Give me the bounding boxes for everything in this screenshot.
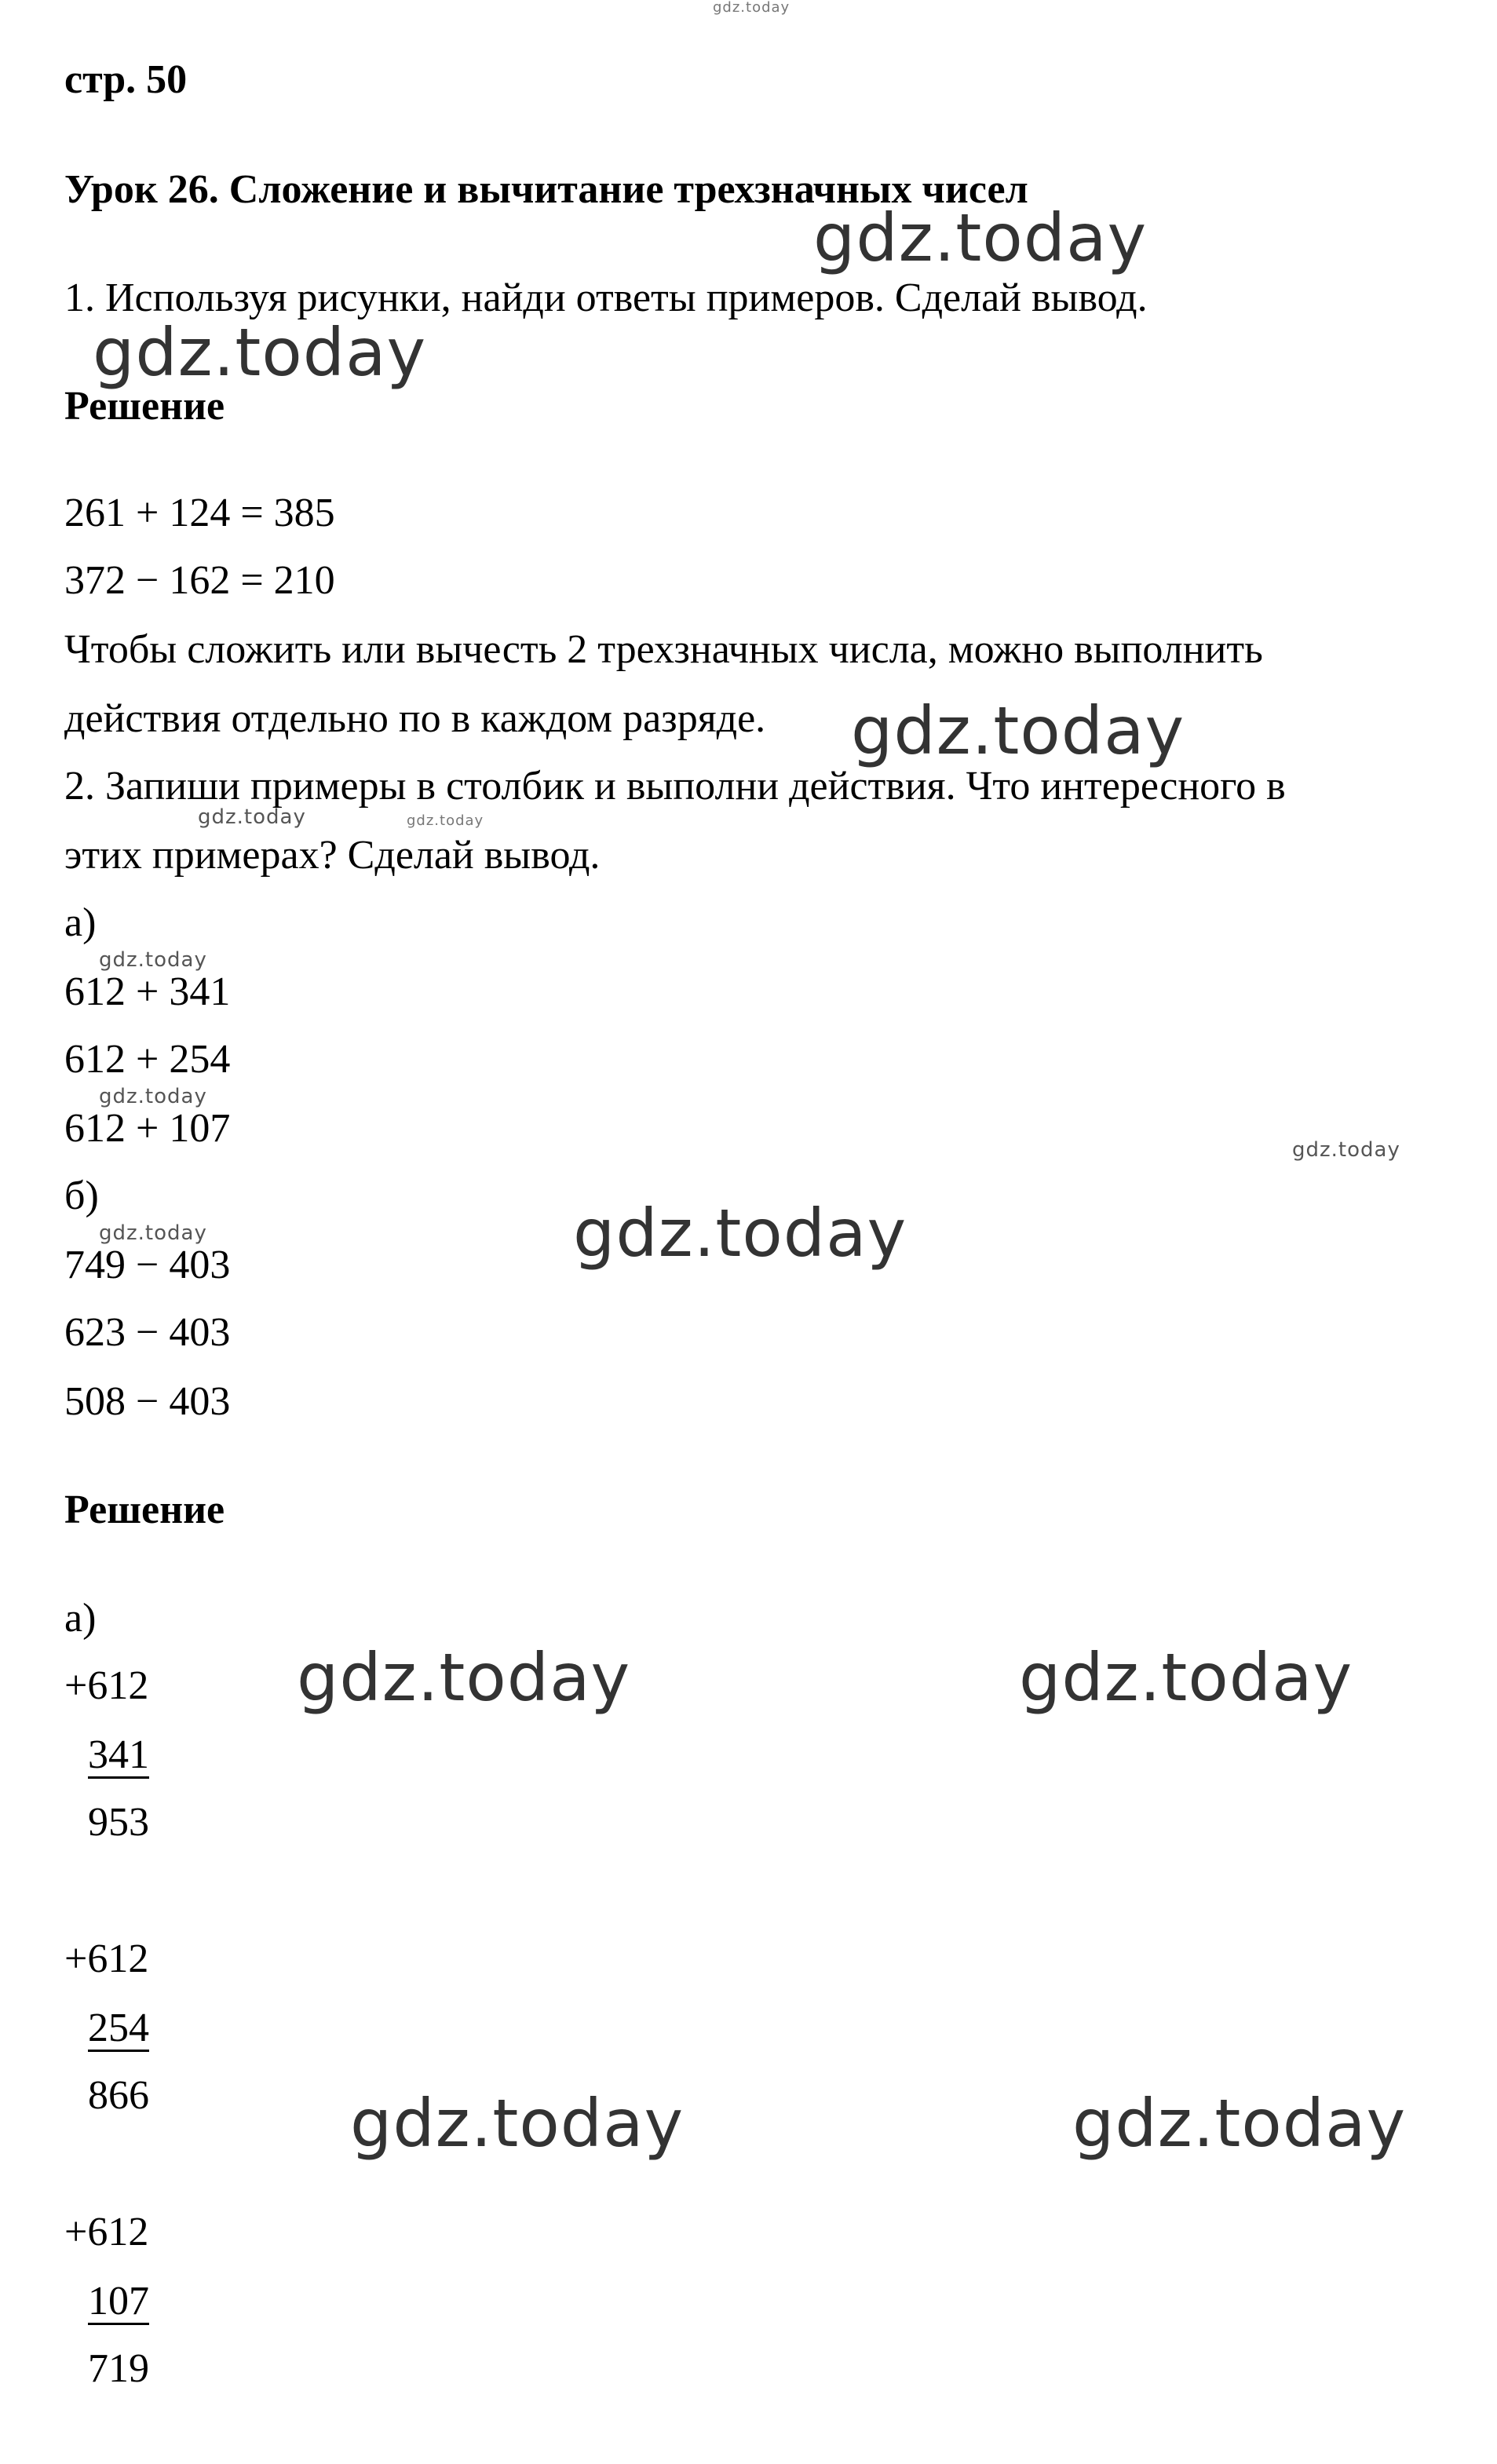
task1-equation-1: 261 + 124 = 385 bbox=[64, 491, 335, 535]
watermark: gdz.today bbox=[99, 1085, 207, 1108]
task1-conclusion-line-1: Чтобы сложить или вычесть 2 трехзначных числа, можно выполнить bbox=[64, 627, 1263, 672]
column3-result: 719 bbox=[88, 2346, 149, 2391]
column1-second-number-text: 341 bbox=[88, 1732, 149, 1777]
column2-result: 866 bbox=[88, 2073, 149, 2118]
watermark: gdz.today bbox=[1019, 1639, 1353, 1716]
watermark: gdz.today bbox=[99, 948, 207, 972]
task2-part-a-label: а) bbox=[64, 900, 97, 945]
task2-example-b3: 508 − 403 bbox=[64, 1379, 231, 1424]
column2-second-number-text: 254 bbox=[88, 2006, 149, 2050]
watermark: gdz.today bbox=[851, 692, 1185, 769]
task1-equation-2: 372 − 162 = 210 bbox=[64, 558, 335, 603]
watermark: gdz.today bbox=[407, 812, 484, 829]
column2-second-number bbox=[88, 2005, 149, 2052]
watermark: gdz.today bbox=[1072, 2085, 1407, 2162]
column1-result: 953 bbox=[88, 1800, 149, 1845]
watermark: gdz.today bbox=[573, 1195, 907, 1272]
task2-example-a3: 612 + 107 bbox=[64, 1106, 231, 1151]
watermark: gdz.today bbox=[198, 805, 306, 829]
task1-conclusion-line-2: действия отдельно по в каждом разряде. bbox=[64, 696, 766, 741]
task2-example-a2: 612 + 254 bbox=[64, 1037, 231, 1082]
watermark: gdz.today bbox=[350, 2085, 685, 2162]
task2-example-b2: 623 − 403 bbox=[64, 1310, 231, 1355]
column1-second-number bbox=[88, 1732, 149, 1779]
task2-example-b1: 749 − 403 bbox=[64, 1243, 231, 1287]
watermark: gdz.today bbox=[713, 0, 790, 16]
task1-solution-label: Решение bbox=[64, 384, 225, 429]
column3-second-number-text: 107 bbox=[88, 2279, 149, 2323]
task2-example-a1: 612 + 341 bbox=[64, 969, 231, 1014]
column3-top-number: +612 bbox=[64, 2210, 149, 2254]
watermark: gdz.today bbox=[813, 199, 1148, 276]
page-reference: стр. 50 bbox=[64, 57, 188, 102]
watermark: gdz.today bbox=[99, 1221, 207, 1245]
column3-second-number bbox=[88, 2278, 149, 2325]
lesson-title: Урок 26. Сложение и вычитание трехзначных чисел bbox=[64, 167, 1028, 212]
watermark: gdz.today bbox=[297, 1639, 631, 1716]
watermark: gdz.today bbox=[93, 314, 427, 391]
task2-statement-line-1: 2. Запиши примеры в столбик и выполни действия. Что интересного в bbox=[64, 764, 1286, 809]
task2-solution-label: Решение bbox=[64, 1488, 225, 1532]
column1-top-number: +612 bbox=[64, 1663, 149, 1708]
task2-statement-line-2: этих примерах? Сделай вывод. bbox=[64, 833, 601, 878]
task2-solution-part-a-label: а) bbox=[64, 1596, 97, 1641]
column2-top-number: +612 bbox=[64, 1937, 149, 1981]
task2-part-b-label: б) bbox=[64, 1174, 99, 1218]
task1-statement: 1. Используя рисунки, найди ответы примеров. Сделай вывод. bbox=[64, 276, 1148, 320]
watermark: gdz.today bbox=[1292, 1138, 1400, 1162]
